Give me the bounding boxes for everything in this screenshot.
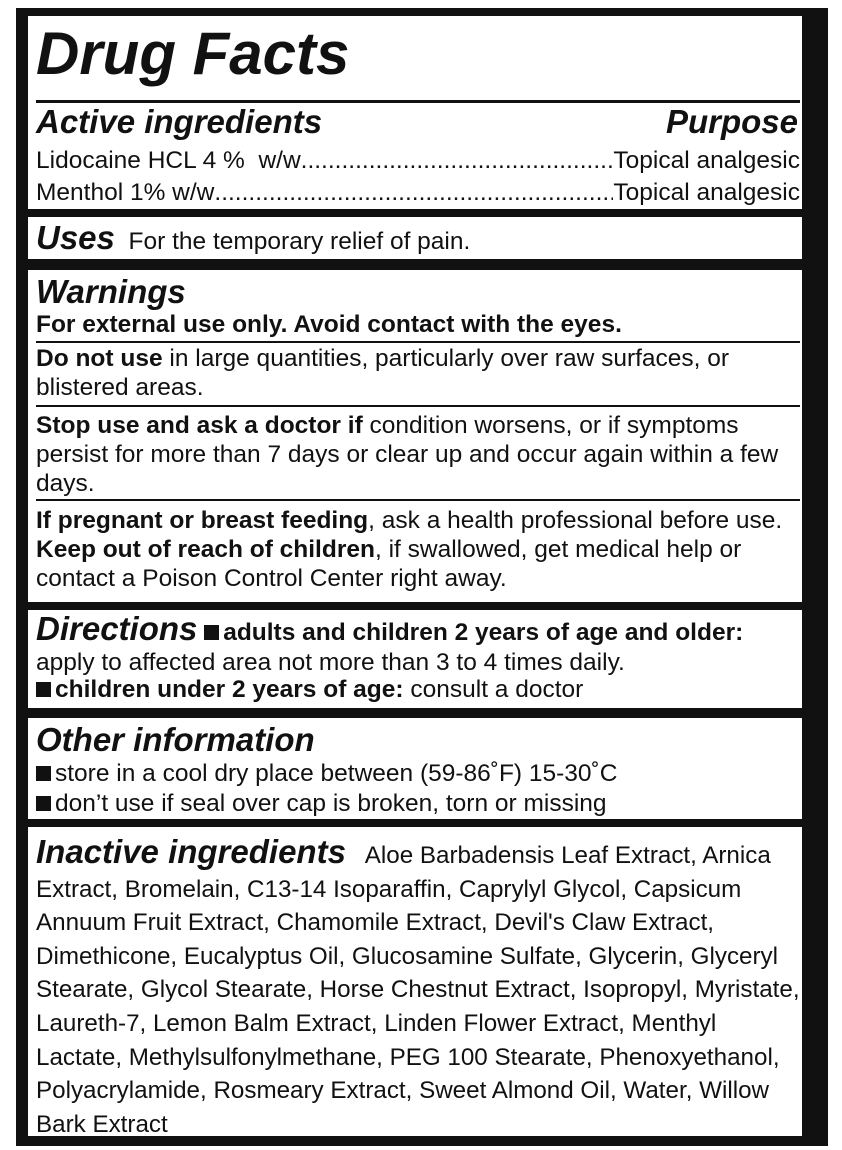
warnings-heading: Warnings	[36, 273, 186, 310]
other-information-section	[28, 718, 802, 819]
pregnancy-warning	[36, 506, 800, 593]
uses-heading: Uses	[36, 219, 115, 256]
bullet-square-icon	[204, 625, 219, 640]
active-ingredient-purpose: Topical analgesic	[613, 179, 800, 206]
page-title: Drug Facts	[36, 20, 350, 87]
warnings-divider	[36, 405, 800, 407]
active-ingredient-name: Lidocaine HCL 4 % w/w	[36, 147, 301, 174]
keep-out-label: Keep out of reach of children	[36, 536, 375, 563]
stop-use-warning	[36, 411, 800, 498]
warnings-divider	[36, 341, 800, 343]
active-ingredient-name: Menthol 1% w/w	[36, 179, 215, 206]
warnings-divider	[36, 499, 800, 501]
bullet-square-icon	[36, 796, 51, 811]
do-not-use-warning	[36, 344, 800, 402]
bullet-square-icon	[36, 682, 51, 697]
uses-text: For the temporary relief of pain.	[128, 228, 471, 255]
active-ingredient-purpose: Topical analgesic	[613, 147, 800, 174]
warnings-section	[28, 270, 802, 602]
pregnant-label: If pregnant or breast feeding	[36, 507, 369, 534]
inactive-ingredients-section	[28, 827, 802, 1136]
stop-use-text: condition worsens, or if symptoms persist for more than 7 days or clear up and occur again within a few days.	[36, 412, 779, 497]
external-use-text: For external use only. Avoid contact with the eyes.	[36, 311, 622, 338]
inactive-ingredients-list: Aloe Barbadensis Leaf Extract, Arnica Extract, Bromelain, C13-14 Isoparaffin, Caprylyl Glycol, Capsicum Annuum Fruit Extract, Chamomile Extract, Devil's Claw Extract, Dimethicone, Eucalyptus Oil, Glucosamine Sulfate, Glycerin, Glyceryl Stearate, Glycol Stearate, Horse Chestnut Extract, Isopropyl, Myristate, Laureth-7, Lemon Balm Extract, Linden Flower Extract, Menthyl Lactate, Methylsulfonylmethane, PEG 100 Stearate, Phenoxyethanol, Polyacrylamide, Rosmeary Extract, Sweet Almond Oil, Water, Willow Bark Extract	[36, 842, 800, 1136]
directions-children	[36, 675, 800, 704]
directions-adults	[36, 610, 800, 678]
adults-label: adults and children 2 years of age and older:	[223, 619, 744, 646]
directions-heading: Directions	[36, 610, 198, 647]
other-info-text: don’t use if seal over cap is broken, torn or missing	[55, 790, 607, 817]
uses-line	[36, 221, 800, 259]
other-information-heading: Other information	[36, 721, 315, 758]
pregnant-text: , ask a health professional before use.	[368, 507, 783, 534]
drug-facts-panel	[16, 8, 828, 1146]
other-info-text: store in a cool dry place between (59-86˚F) 15-30˚C	[55, 760, 618, 787]
bullet-square-icon	[36, 766, 51, 781]
active-row-lidocaine	[36, 146, 800, 176]
directions-section	[28, 610, 802, 708]
external-use-warning	[36, 310, 800, 339]
children-text: consult a doctor	[403, 676, 584, 703]
active-ingredients-section	[28, 16, 802, 209]
keep-out-text: , if swallowed, get medical help or contact a Poison Control Center right away.	[36, 536, 742, 592]
children-label: children under 2 years of age:	[55, 676, 404, 703]
uses-section	[28, 217, 802, 259]
other-info-item	[36, 789, 800, 818]
other-info-item	[36, 759, 800, 788]
active-ingredients-heading: Active ingredients	[36, 103, 323, 140]
do-not-use-text: in large quantities, particularly over raw surfaces, or blistered areas.	[36, 345, 730, 401]
inactive-ingredients-text	[36, 835, 800, 1136]
inactive-ingredients-heading: Inactive ingredients	[36, 833, 346, 870]
adults-text: apply to affected area not more than 3 to 4 times daily.	[36, 649, 625, 676]
stop-use-label: Stop use and ask a doctor if	[36, 412, 363, 439]
active-row-menthol	[36, 178, 800, 208]
purpose-heading: Purpose	[665, 103, 798, 140]
do-not-use-label: Do not use	[36, 345, 163, 372]
leader-dots	[301, 146, 614, 176]
leader-dots	[214, 178, 613, 208]
